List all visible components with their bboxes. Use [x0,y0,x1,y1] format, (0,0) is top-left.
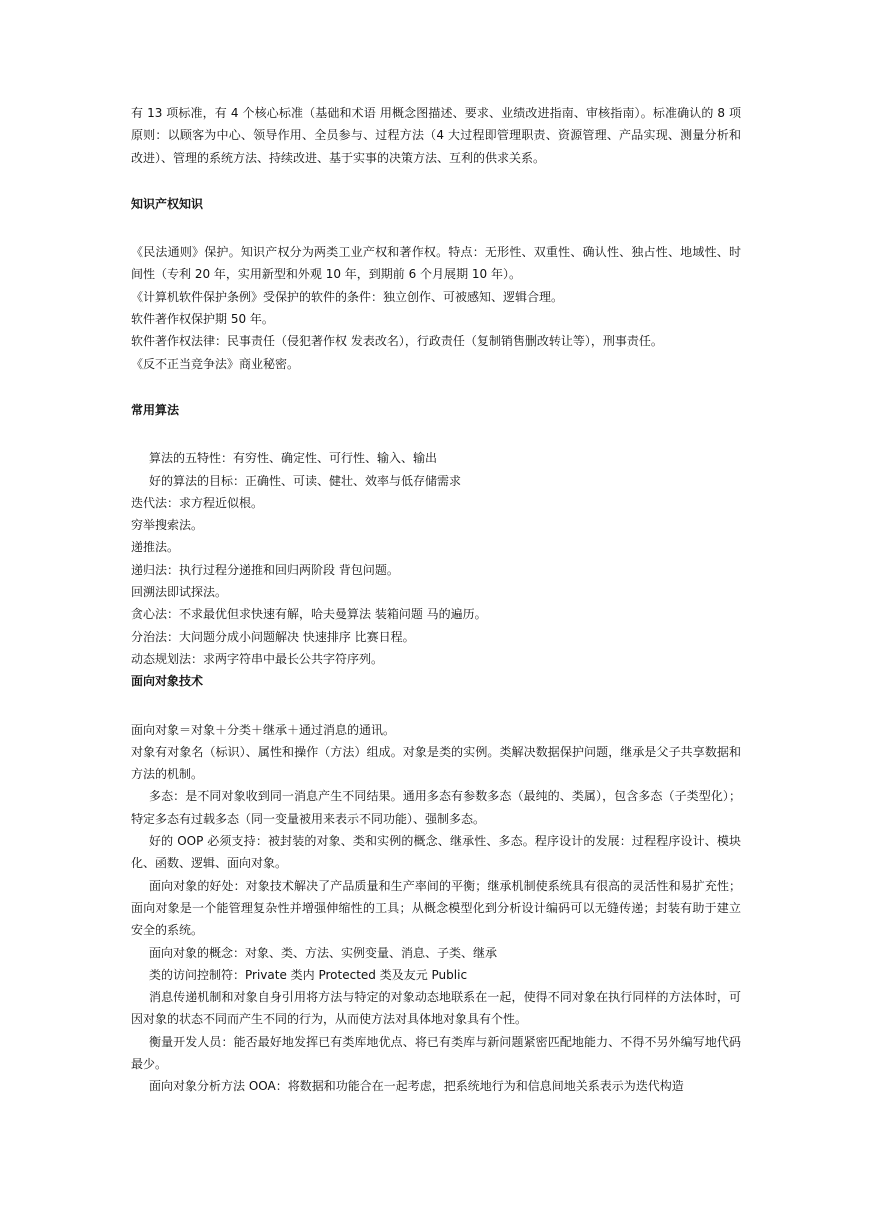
paragraph-copyright-term: 软件著作权保护期 50 年。 [131,312,274,327]
paragraph-algorithm-properties: 算法的五特性：有穷性、确定性、可行性、输入、输出 [149,451,438,466]
paragraph-dynamic-programming: 动态规划法：求两字符串中最长公共字符序列。 [131,651,384,666]
paragraph-ip-intro: 《民法通则》保护。知识产权分为两类工业产权和著作权。特点：无形性、双重性、确认性、独占性、地域性、时间性（专利 20 年，实用新型和外观 10 年，到期前 6 个月展期 10 年）。 [131,245,741,282]
paragraph-oop-benefits: 面向对象的好处：对象技术解决了产品质量和生产率间的平衡；继承机制使系统具有很高的灵活性和易扩充性；面向对象是一个能管理复杂性并增强伸缩性的工具；从概念模型化到分析设计编码可以无缝传递；封装有助于建立安全的系统。 [131,878,741,938]
paragraph-recursion: 递归法：执行过程分递推和回归两阶段 背包问题。 [131,562,399,577]
paragraph-algorithm-goals: 好的算法的目标：正确性、可读、健壮、效率与低存储需求 [149,473,462,488]
paragraph-developer-evaluation: 衡量开发人员：能否最好地发挥已有类库地优点、将已有类库与新问题紧密匹配地能力、不得不另外编写地代码最少。 [131,1034,741,1071]
heading-intellectual-property: 知识产权知识 [131,196,204,211]
paragraph-oop-definition: 面向对象＝对象＋分类＋继承＋通过消息的通讯。 [131,722,396,737]
paragraph-iso-standards: 有 13 项标准，有 4 个核心标准（基础和术语 用概念图描述、要求、业绩改进指南、审核指南）。标准确认的 8 项原则：以顾客为中心、领导作用、全员参与、过程方法（4 大过程即管理职责、资源管理、产品实现、测量分析和改进）、管理的系统方法、持续改进、基于实事的决策方法、互利的供求关系。 [131,106,741,165]
paragraph-access-modifiers: 类的访问控制符：Private 类内 Protected 类及友元 Public [149,967,468,982]
paragraph-oop-concepts: 面向对象的概念：对象、类、方法、实例变量、消息、子类、继承 [149,945,498,960]
paragraph-ooa: 面向对象分析方法 OOA：将数据和功能合在一起考虑，把系统地行为和信息间地关系表示为迭代构造 [149,1079,684,1094]
paragraph-backtracking: 回溯法即试探法。 [131,585,228,600]
paragraph-greedy: 贪心法：不求最优但求快速有解，哈夫曼算法 装箱问题 马的遍历。 [131,607,487,622]
heading-algorithms: 常用算法 [131,402,180,417]
paragraph-iteration: 迭代法：求方程近似根。 [131,495,264,510]
paragraph-software-protection: 《计算机软件保护条例》受保护的软件的条件：独立创作、可被感知、逻辑合理。 [131,289,564,304]
paragraph-unfair-competition: 《反不正当竞争法》商业秘密。 [131,356,300,371]
paragraph-recurrence: 递推法。 [131,540,180,555]
paragraph-good-oop: 好的 OOP 必须支持：被封装的对象、类和实例的概念、继承性、多态。程序设计的发展：过程程序设计、模块化、函数、逻辑、面向对象。 [131,834,741,871]
paragraph-polymorphism: 多态：是不同对象收到同一消息产生不同结果。通用多态有参数多态（最纯的、类属），包含多态（子类型化）；特定多态有过载多态（同一变量被用来表示不同功能）、强制多态。 [131,789,741,826]
paragraph-message-passing: 消息传递机制和对象自身引用将方法与特定的对象动态地联系在一起，使得不同对象在执行同样的方法体时，可因对象的状态不同而产生不同的行为，从而使方法对具体地对象具有个性。 [131,990,741,1027]
paragraph-divide-conquer: 分治法：大问题分成小问题解决 快速排序 比赛日程。 [131,629,415,644]
heading-oop: 面向对象技术 [131,674,204,689]
document-page [131,102,741,1098]
paragraph-object-composition: 对象有对象名（标识）、属性和操作（方法）组成。对象是类的实例。类解决数据保护问题，继承是父子共享数据和方法的机制。 [131,744,741,782]
paragraph-exhaustive: 穷举搜索法。 [131,518,204,533]
paragraph-copyright-law: 软件著作权法律：民事责任（侵犯著作权 发表改名），行政责任（复制销售删改转让等），刑事责任。 [131,334,663,349]
